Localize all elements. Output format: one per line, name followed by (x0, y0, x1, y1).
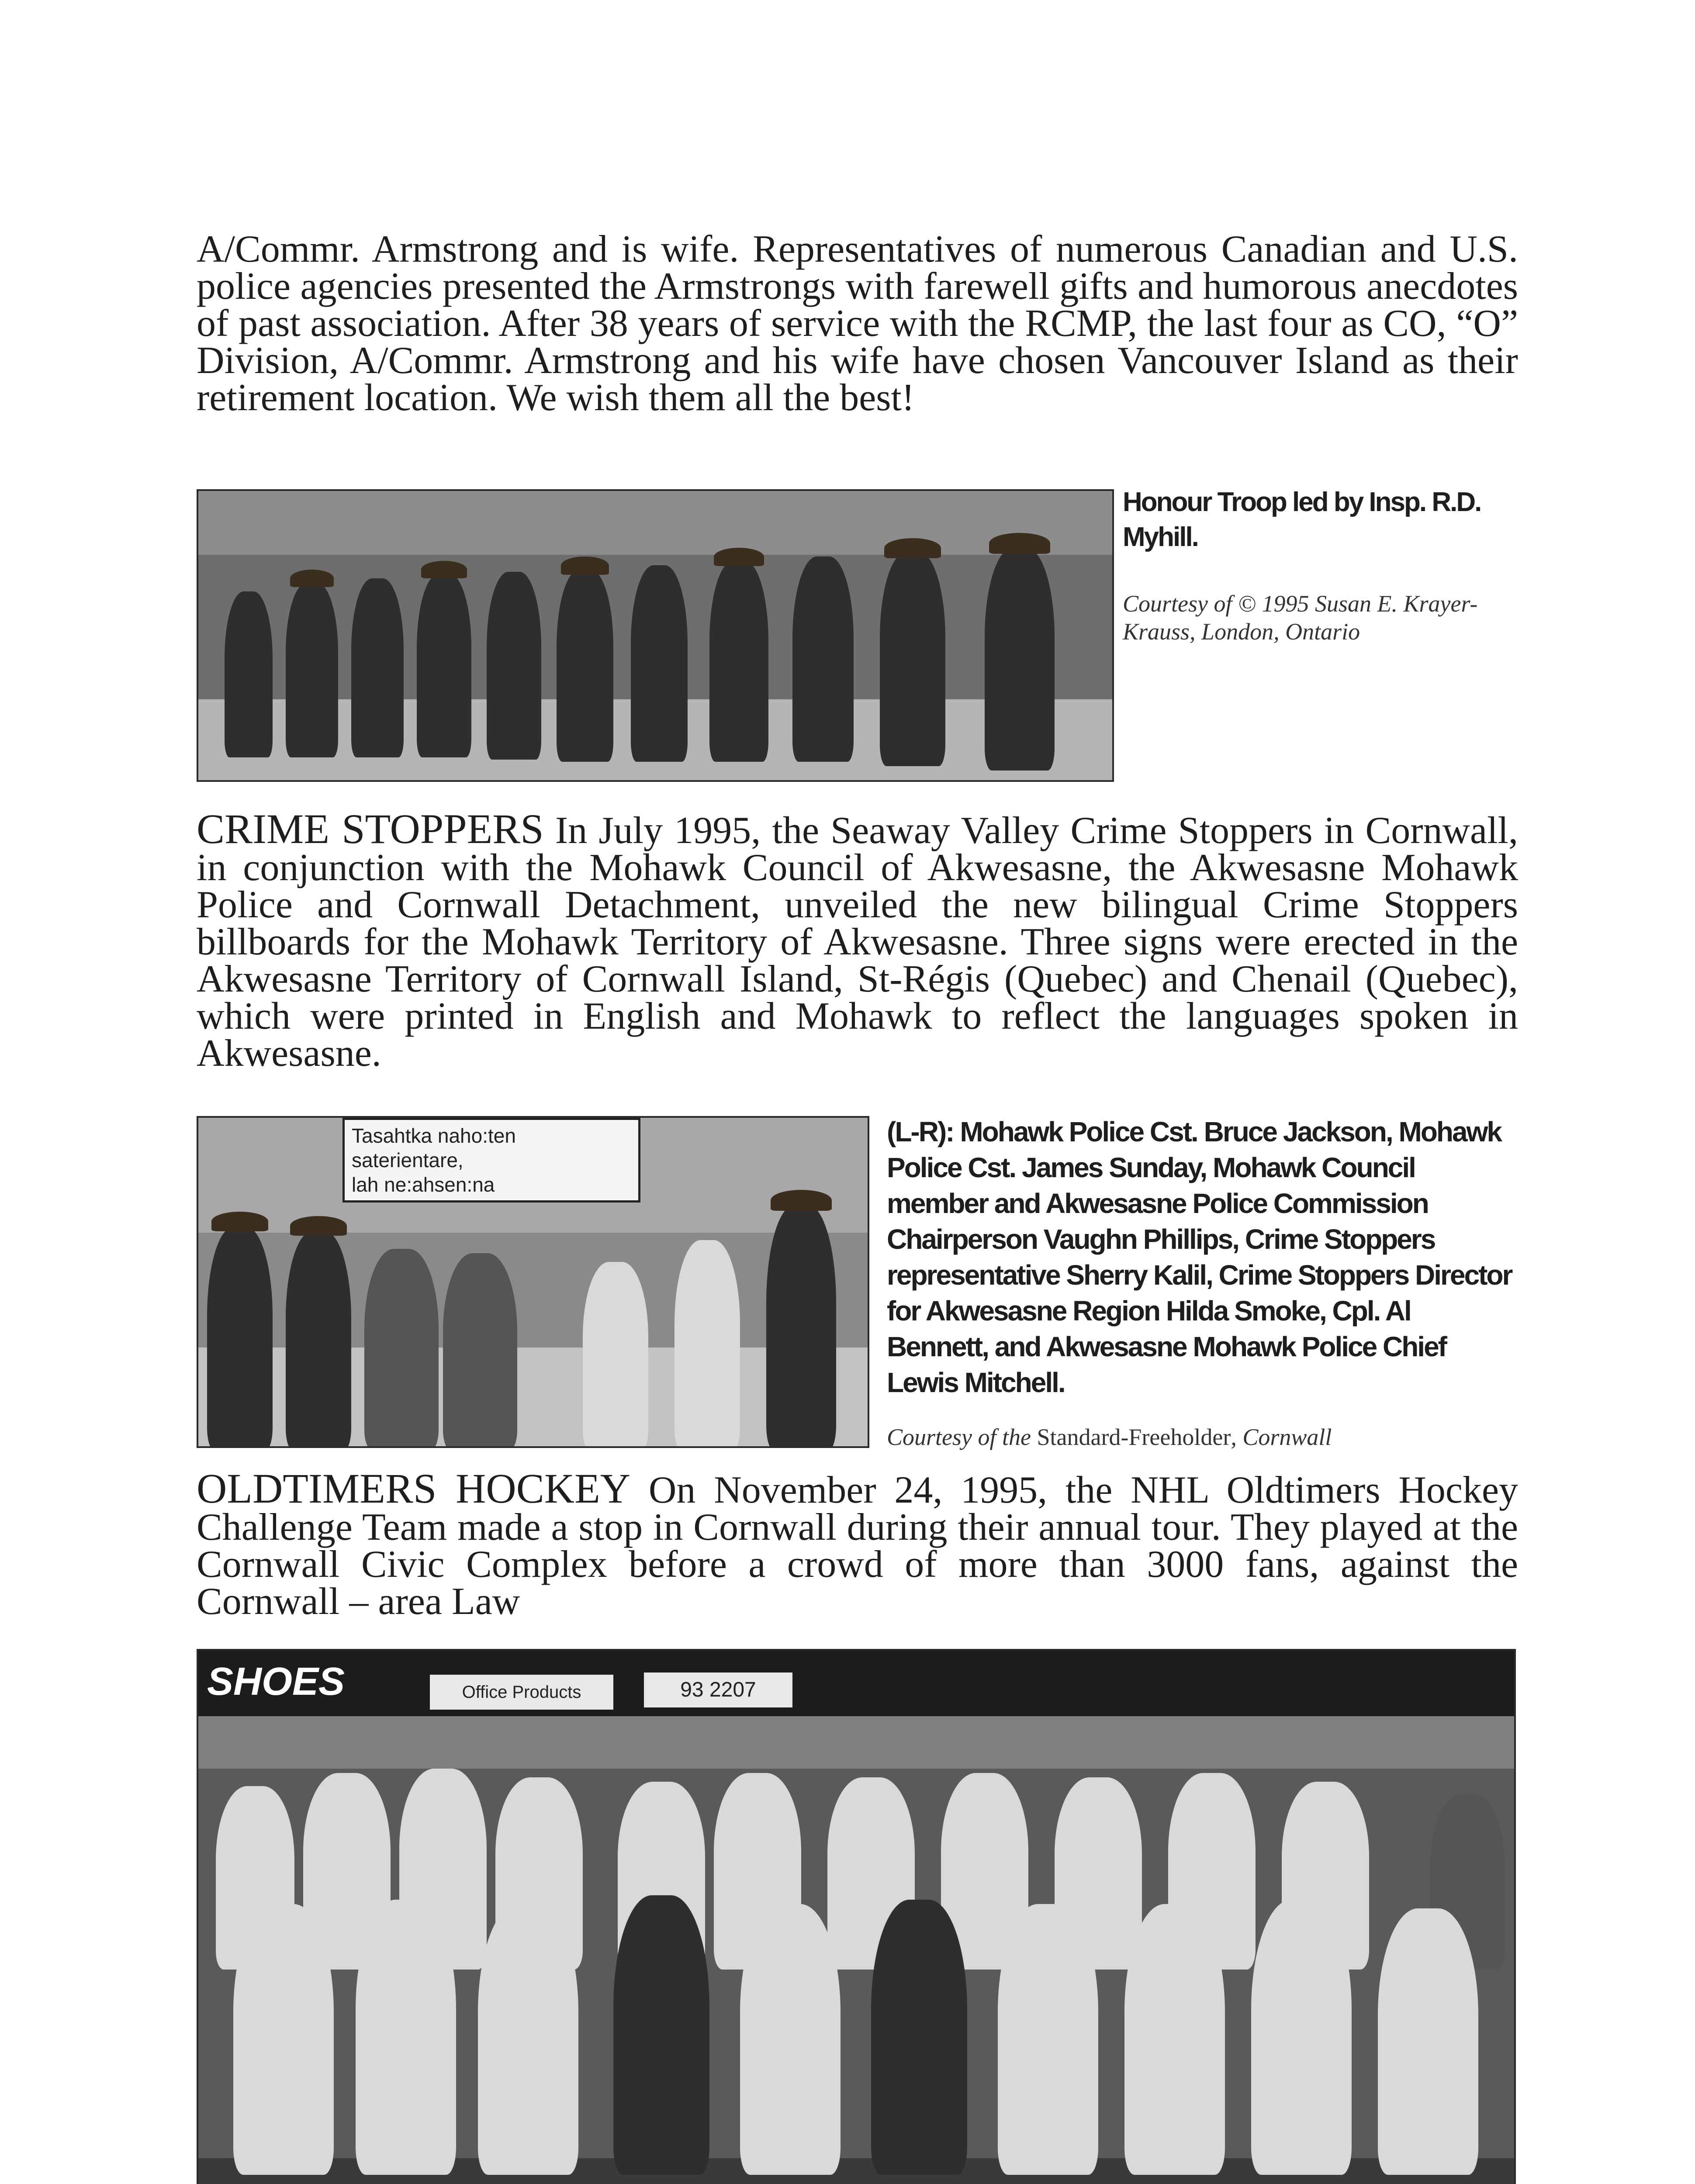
intro-paragraph: A/Commr. Armstrong and is wife. Representatives of numerous Canadian and U.S. police agencies presented the Armstrongs with farewell gifts and humorous anecdotes of past association. After 38 years of service with the RCMP, the last four as CO, “O” Division, A/Commr. Armstrong and his wife have chosen Vancouver Island as their retirement location. We wish them all the best! (197, 228, 1518, 419)
arena-banner (198, 1651, 1514, 1716)
honour-troop-photo (197, 489, 1114, 782)
crime-stoppers-paragraph (197, 805, 1519, 1075)
banner-office: Office Products (430, 1675, 613, 1710)
billboard-sign (342, 1118, 640, 1203)
banner-shoes: SHOES (207, 1660, 345, 1704)
sign-line-2: lah ne:ahsen:na (352, 1173, 495, 1196)
oldtimers-text: On November 24, 1995, the NHL Oldtimers Hockey Challenge Team made a stop in Cornwall during their annual tour. They played at the Cornwall Civic Complex before a crowd of more than 3000 fans, against the Cornwall – area Law (197, 1469, 1519, 1623)
crime-stoppers-heading: CRIME STOPPERS (197, 805, 544, 852)
hockey-team-photo (197, 1649, 1516, 2184)
photo1-caption: Honour Troop led by Insp. R.D. Myhill. (1123, 487, 1481, 552)
crime-stoppers-photo (197, 1116, 869, 1448)
crime-stoppers-text: In July 1995, the Seaway Valley Crime Stoppers in Cornwall, in conjunction with the Mohawk Council of Akwesasne, the Akwesasne Mohawk Police and Cornwall Detachment, unveiled the new bilingual Crime Stoppers billboards for the Mohawk Territory of Akwesasne. Three signs were erected in the Akwesasne Territory of Cornwall Island, St-Régis (Quebec) and Chenail (Quebec), which were printed in English and Mohawk to reflect the languages spoken in Akwesasne. (197, 809, 1519, 1075)
photo2-credit: Courtesy of the Standard-Freeholder, Cornwall (887, 1424, 1332, 1450)
oldtimers-heading: OLDTIMERS HOCKEY (197, 1465, 631, 1512)
photo1-credit: Courtesy of © 1995 Susan E. Krayer-Krauss, London, Ontario (1123, 591, 1478, 645)
sign-line-1: Tasahtka naho:ten saterientare, (352, 1124, 516, 1171)
banner-number: 93 2207 (644, 1673, 792, 1707)
oldtimers-paragraph (197, 1465, 1519, 1623)
photo2-caption: (L-R): Mohawk Police Cst. Bruce Jackson, Mohawk Police Cst. James Sunday, Mohawk Council member and Akwesasne Police Commission Chairperson Vaughn Phillips, Crime Stoppers representative Sherry Kalil, Crime Stoppers Director for Akwesasne Region Hilda Smoke, Cpl. Al Bennett, and Akwesasne Mohawk Police Chief Lewis Mitchell. (887, 1116, 1512, 1398)
